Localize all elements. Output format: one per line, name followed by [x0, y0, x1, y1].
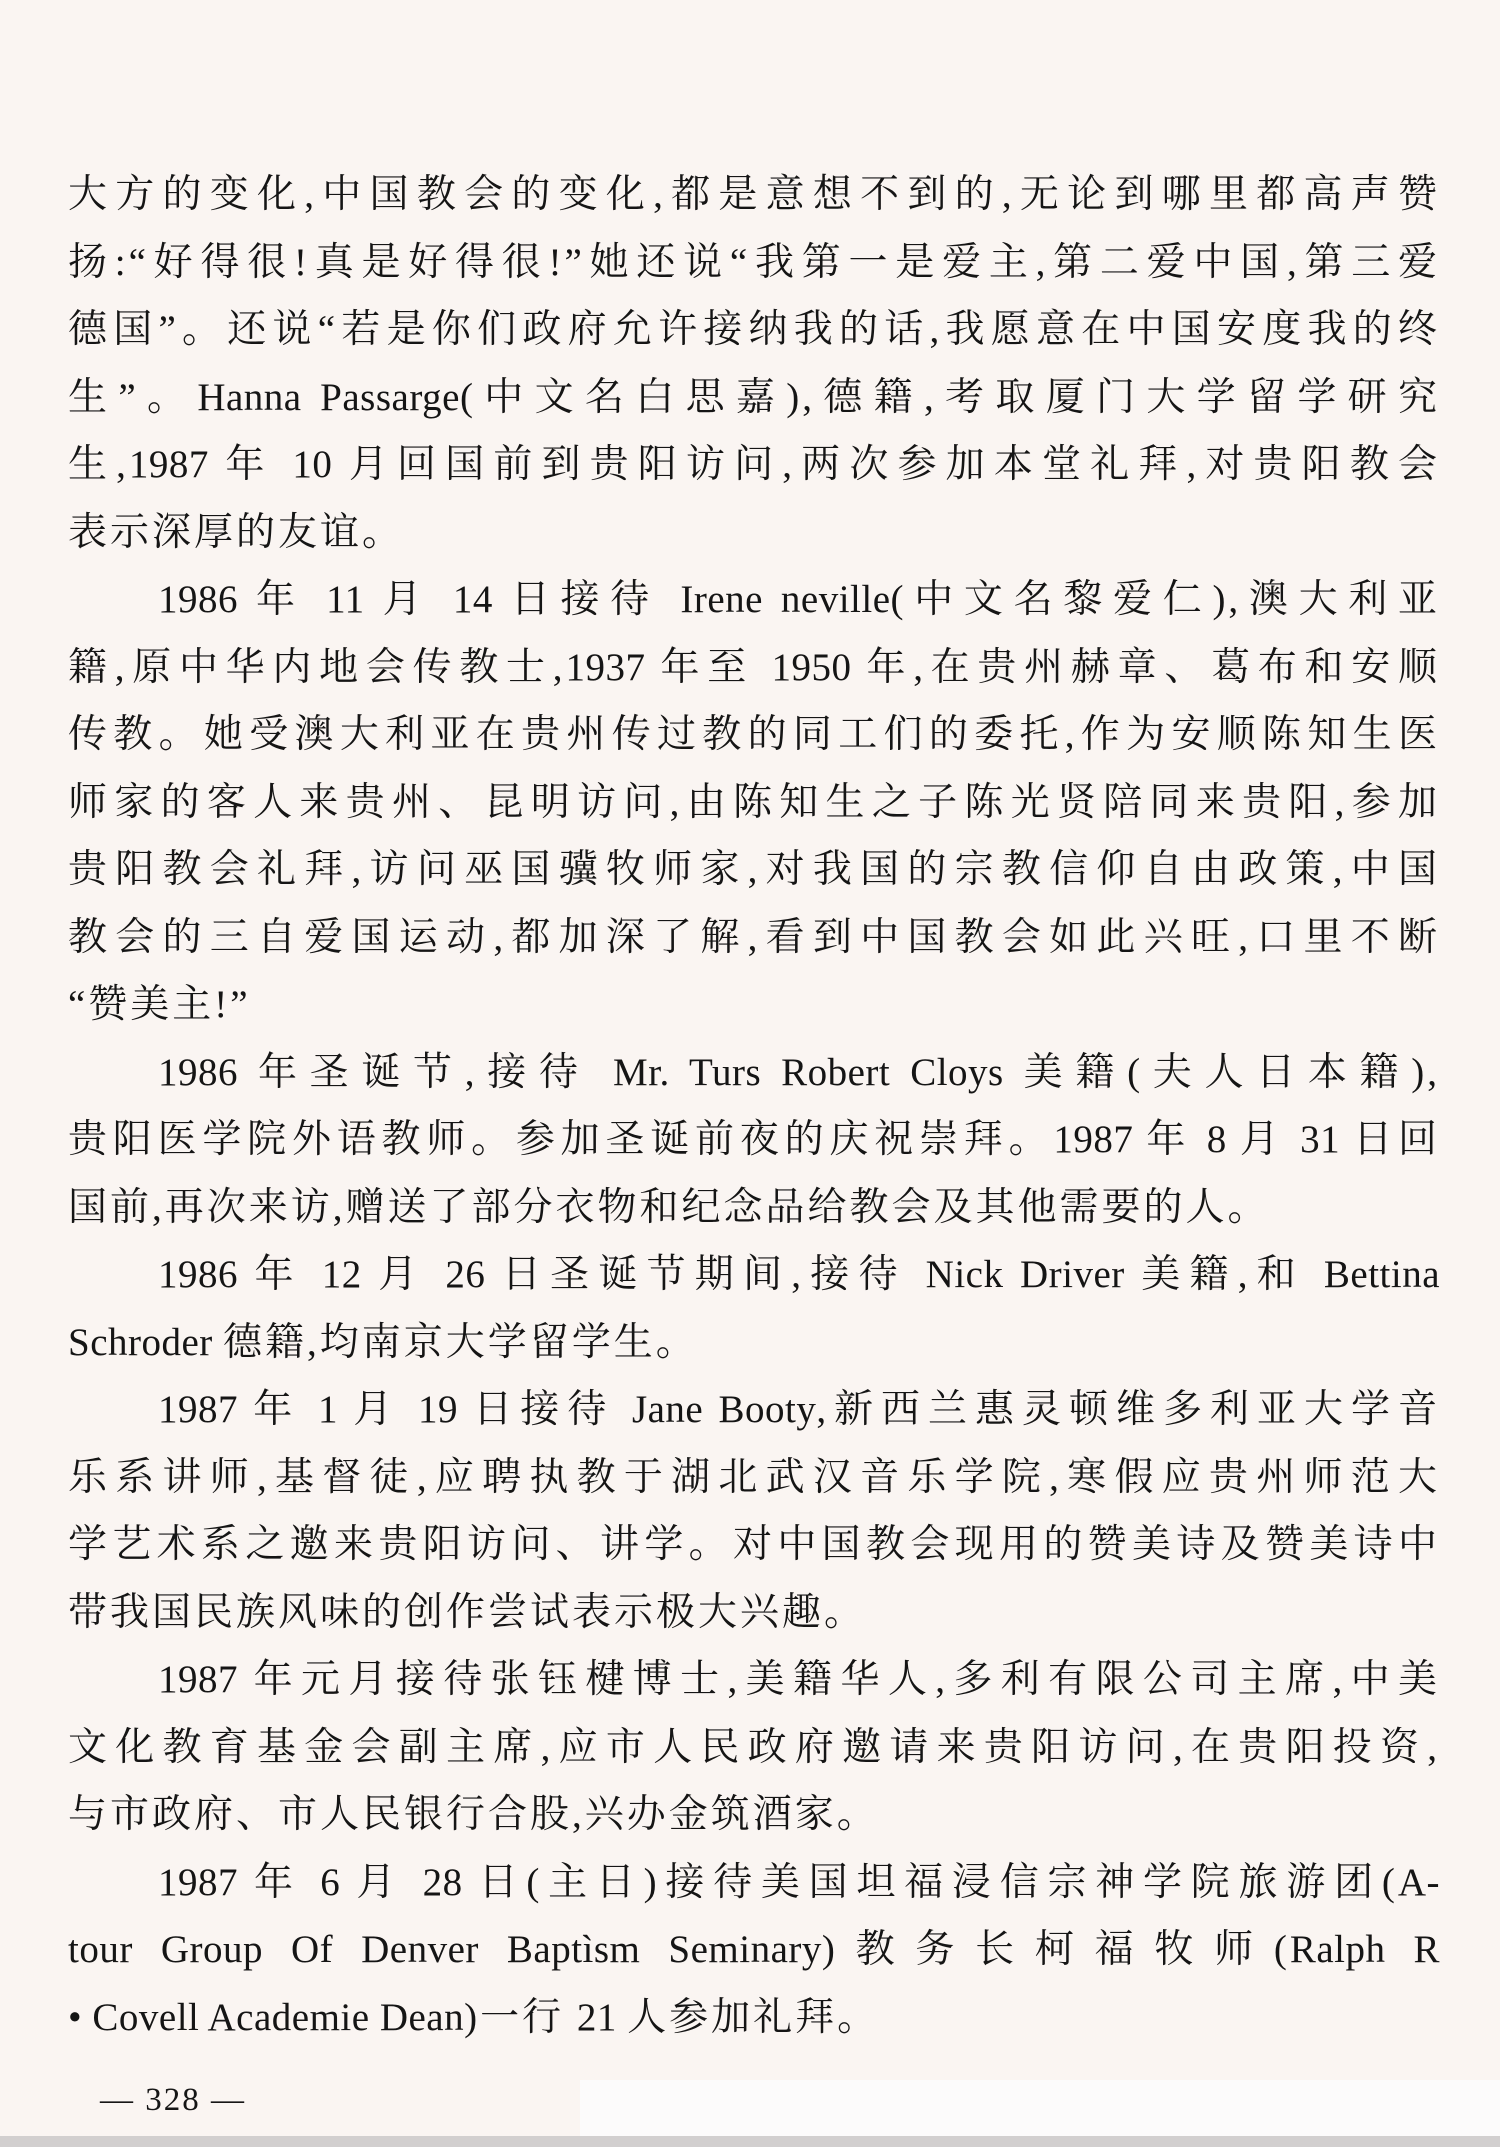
text-line: 传教。她受澳大利亚在贵州传过教的同工们的委托,作为安顺陈知生医 [68, 713, 1440, 756]
text-line: 教会的三自爱国运动,都加深了解,看到中国教会如此兴旺,口里不断 [68, 915, 1440, 959]
text-line: 1987 年 1 月 19 日接待 Jane Booty,新西兰惠灵顿维多利亚大学音 [158, 1388, 1440, 1431]
text-line: 生”。Hanna Passarge(中文名白思嘉),德籍,考取厦门大学留学研究 [68, 375, 1441, 419]
body-text-block [68, 161, 1440, 2051]
text-line: • Covell Academie Dean)一行 21 人参加礼拜。 [68, 1995, 880, 2039]
text-line: 扬:“好得很!真是好得很!”她还说“我第一是爱主,第二爱中国,第三爱 [68, 240, 1440, 284]
scan-edge-strip [0, 2136, 1500, 2147]
text-line: 生,1987 年 10 月回国前到贵阳访问,两次参加本堂礼拜,对贵阳教会 [68, 443, 1441, 486]
text-line: 贵阳医学院外语教师。参加圣诞前夜的庆祝崇拜。1987 年 8 月 31 日回 [68, 1118, 1440, 1161]
text-line: 1986 年 12 月 26 日圣诞节期间,接待 Nick Driver 美籍,和 Bettina [158, 1253, 1441, 1296]
text-line: 籍,原中华内地会传教士,1937 年至 1950 年,在贵州赫章、葛布和安顺 [68, 645, 1440, 689]
text-line: Schroder 德籍,均南京大学留学生。 [68, 1320, 698, 1364]
text-line: 带我国民族风味的创作尝试表示极大兴趣。 [68, 1590, 867, 1634]
text-line: 1986 年 11 月 14 日接待 Irene neville(中文名黎爱仁),澳大利亚 [158, 578, 1440, 621]
page-number: — 328 — [100, 2082, 246, 2118]
text-line: “赞美主!” [68, 983, 251, 1026]
text-line: tour Group Of Denver Baptìsm Seminary)教务长柯福牧师(Ralph R [68, 1928, 1441, 1971]
text-line: 大方的变化,中国教会的变化,都是意想不到的,无论到哪里都高声赞 [68, 173, 1440, 216]
text-line: 1986 年圣诞节,接待 Mr. Turs Robert Cloys 美籍(夫人日本籍), [158, 1050, 1440, 1094]
text-line: 文化教育基金会副主席,应市人民政府邀请来贵阳访问,在贵阳投资, [68, 1725, 1440, 1769]
text-line: 学艺术系之邀来贵阳访问、讲学。对中国教会现用的赞美诗及赞美诗中 [68, 1523, 1440, 1566]
text-line: 乐系讲师,基督徒,应聘执教于湖北武汉音乐学院,寒假应贵州师范大 [68, 1455, 1440, 1499]
text-line: 表示深厚的友谊。 [68, 510, 405, 554]
text-line: 师家的客人来贵州、昆明访问,由陈知生之子陈光贤陪同来贵阳,参加 [68, 780, 1440, 824]
text-line: 国前,再次来访,赠送了部分衣物和纪念品给教会及其他需要的人。 [68, 1185, 1270, 1229]
text-line: 1987 年元月接待张钰楗博士,美籍华人,多利有限公司主席,中美 [158, 1658, 1440, 1701]
text-line: 贵阳教会礼拜,访问巫国骥牧师家,对我国的宗教信仰自由政策,中国 [68, 848, 1440, 891]
text-line: 1987 年 6 月 28 日(主日)接待美国坦福浸信宗神学院旅游团(A- [158, 1860, 1440, 1904]
text-line: 与市政府、市人民银行合股,兴办金筑酒家。 [68, 1793, 879, 1836]
text-line: 德国”。还说“若是你们政府允许接纳我的话,我愿意在中国安度我的终 [68, 308, 1440, 351]
